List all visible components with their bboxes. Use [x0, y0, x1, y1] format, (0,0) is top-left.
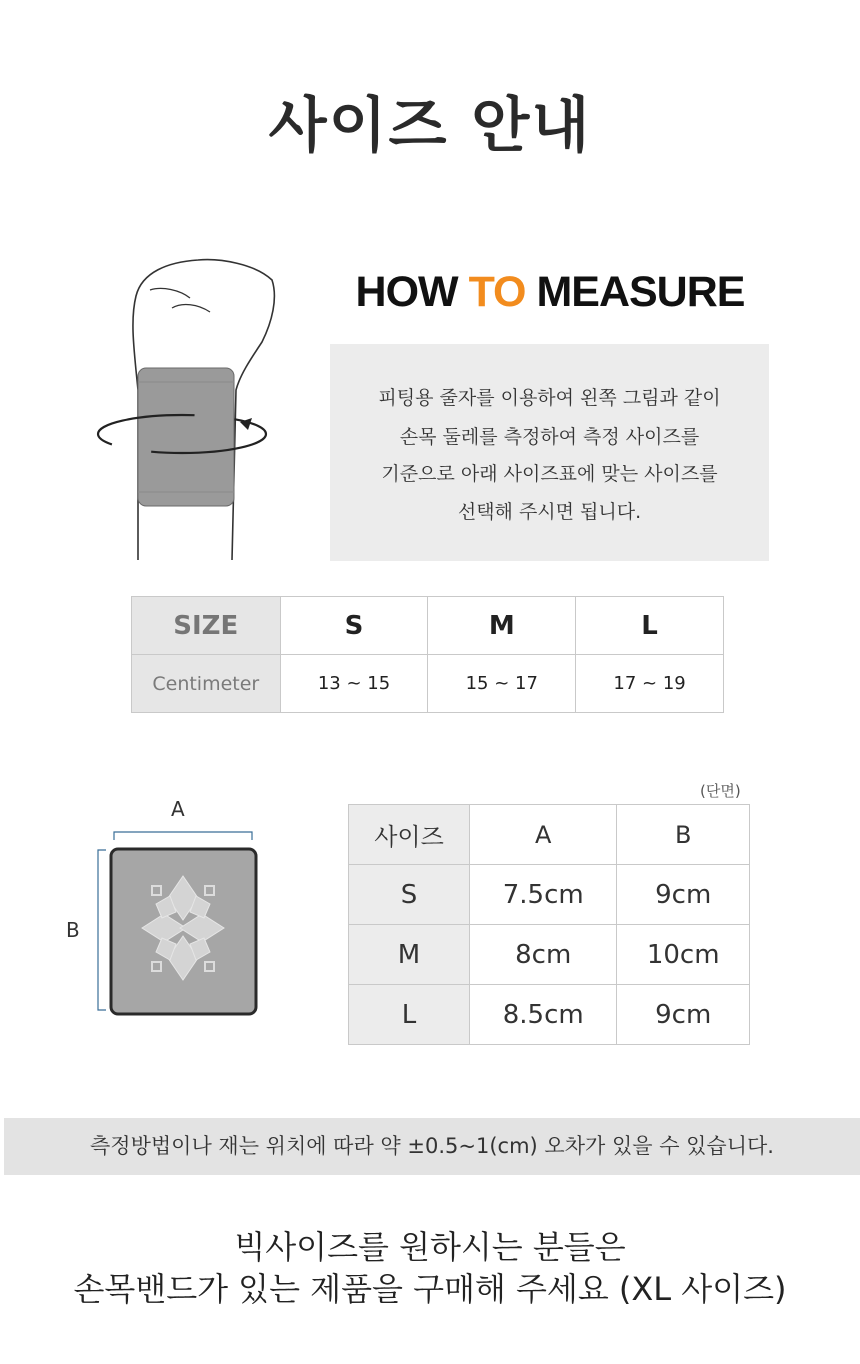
size-m-cell: M [428, 597, 576, 655]
b-value-cell: 10cm [617, 925, 750, 985]
unit-note: (단면) [700, 782, 741, 800]
range-cell: 15 ~ 17 [428, 655, 576, 713]
size-cell: L [349, 985, 470, 1045]
heading-measure: MEASURE [536, 268, 745, 316]
measure-instructions-box [330, 344, 769, 561]
heading-how: HOW [355, 268, 458, 316]
range-cell: 17 ~ 19 [576, 655, 724, 713]
centimeter-label-cell: Centimeter [132, 655, 281, 713]
header-a-cell: A [470, 805, 617, 865]
size-range-table [131, 596, 724, 713]
wrist-measure-illustration [90, 250, 280, 565]
table-row [132, 655, 724, 713]
a-value-cell: 8cm [470, 925, 617, 985]
dimension-label-b: B [66, 918, 80, 942]
bottom-notice-line-2: 손목밴드가 있는 제품을 구매해 주세요 (XL 사이즈) [73, 1270, 787, 1308]
a-value-cell: 8.5cm [470, 985, 617, 1045]
dimension-label-a: A [171, 797, 185, 821]
table-row [349, 865, 750, 925]
dimension-table [348, 804, 750, 1045]
heading-to: TO [468, 268, 526, 316]
table-row [349, 985, 750, 1045]
instruction-line: 기준으로 아래 사이즈표에 맞는 사이즈를 [381, 463, 718, 485]
b-value-cell: 9cm [617, 865, 750, 925]
table-row [132, 597, 724, 655]
size-cell: M [349, 925, 470, 985]
table-row [349, 925, 750, 985]
size-cell: S [349, 865, 470, 925]
instruction-line: 손목 둘레를 측정하여 측정 사이즈를 [399, 426, 700, 448]
a-value-cell: 7.5cm [470, 865, 617, 925]
instruction-line: 피팅용 줄자를 이용하여 왼쪽 그림과 같이 [378, 387, 721, 409]
size-header-cell: SIZE [132, 597, 281, 655]
b-value-cell: 9cm [617, 985, 750, 1045]
bottom-notice-line-1: 빅사이즈를 원하시는 분들은 [234, 1228, 626, 1266]
table-row [349, 805, 750, 865]
tolerance-note: 측정방법이나 재는 위치에 따라 약 ±0.5~1(cm) 오차가 있을 수 있습니다. [4, 1118, 860, 1175]
band-cross-section-illustration [92, 828, 264, 1020]
how-to-measure-heading [330, 268, 770, 317]
header-size-cell: 사이즈 [349, 805, 470, 865]
instruction-line: 선택해 주시면 됩니다. [457, 501, 642, 523]
size-l-cell: L [576, 597, 724, 655]
size-s-cell: S [280, 597, 428, 655]
range-cell: 13 ~ 15 [280, 655, 428, 713]
header-b-cell: B [617, 805, 750, 865]
page-title: 사이즈 안내 [268, 91, 592, 161]
